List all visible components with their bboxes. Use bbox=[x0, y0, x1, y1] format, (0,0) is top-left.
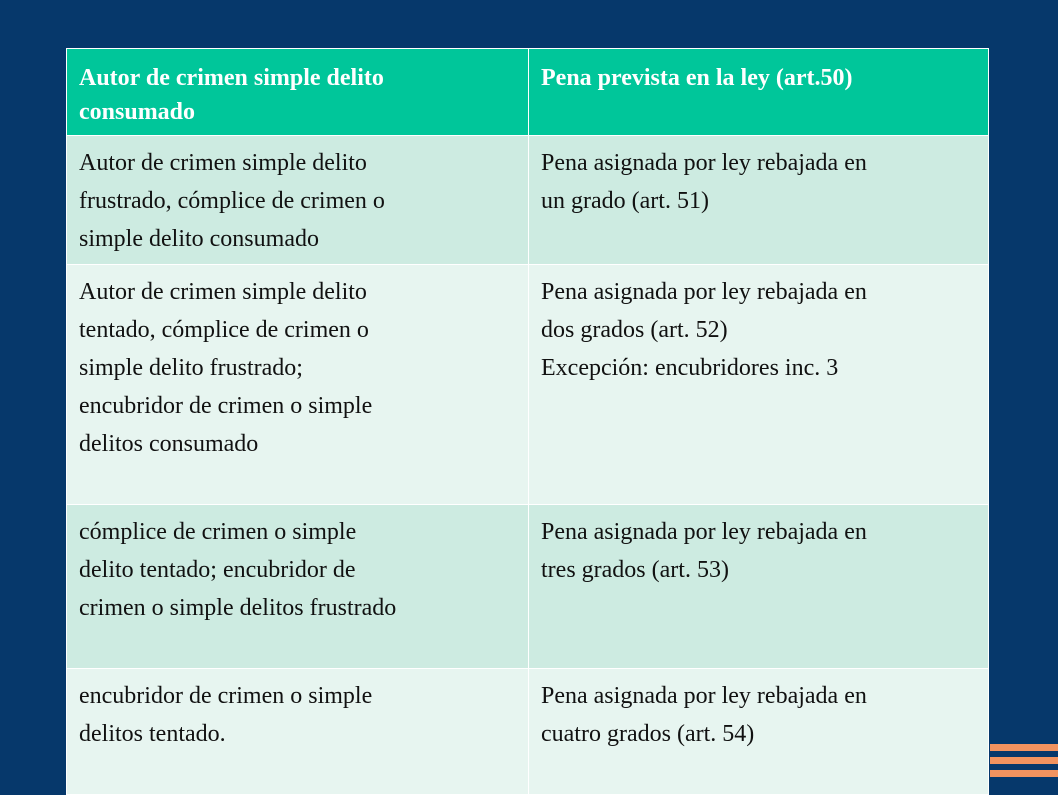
cell-text-line: Pena asignada por ley rebajada en bbox=[541, 519, 867, 545]
cell-text-line: Autor de crimen simple delito bbox=[79, 279, 367, 305]
table-cell-author bbox=[67, 669, 529, 795]
decorative-stripe bbox=[990, 757, 1058, 764]
cell-text-line: crimen o simple delitos frustrado bbox=[79, 595, 397, 621]
table-row bbox=[67, 669, 989, 795]
cell-text-line: simple delito consumado bbox=[79, 226, 319, 252]
cell-text-line: un grado (art. 51) bbox=[541, 188, 709, 214]
cell-text-line: cuatro grados (art. 54) bbox=[541, 721, 755, 747]
table-cell-penalty bbox=[529, 136, 989, 265]
table-cell-author bbox=[67, 136, 529, 265]
table-cell-author bbox=[67, 265, 529, 505]
cell-text-line: tentado, cómplice de crimen o bbox=[79, 317, 369, 343]
header-cell-penalty bbox=[529, 49, 989, 136]
cell-text-line: Autor de crimen simple delito bbox=[79, 150, 367, 176]
cell-text-line: encubridor de crimen o simple bbox=[79, 393, 373, 419]
table-cell-penalty bbox=[529, 669, 989, 795]
cell-text-line: encubridor de crimen o simple bbox=[79, 683, 373, 709]
cell-text-line: Pena asignada por ley rebajada en bbox=[541, 279, 867, 305]
cell-text-line: consumado bbox=[79, 99, 196, 125]
cell-text-line: Pena asignada por ley rebajada en bbox=[541, 150, 867, 176]
cell-text-line: Autor de crimen simple delito bbox=[79, 65, 384, 91]
table-cell-author bbox=[67, 505, 529, 669]
cell-text-line: Excepción: encubridores inc. 3 bbox=[541, 355, 839, 381]
cell-text-line: delitos tentado. bbox=[79, 721, 226, 747]
decorative-stripe bbox=[990, 770, 1058, 777]
cell-text-line: dos grados (art. 52) bbox=[541, 317, 728, 343]
table-row bbox=[67, 136, 989, 265]
table-cell-penalty bbox=[529, 505, 989, 669]
cell-text-line: cómplice de crimen o simple bbox=[79, 519, 357, 545]
table-cell-penalty bbox=[529, 265, 989, 505]
cell-text-line: Pena prevista en la ley (art.50) bbox=[541, 65, 853, 91]
cell-text-line: delitos consumado bbox=[79, 431, 259, 457]
table-header-row bbox=[67, 49, 989, 136]
cell-text-line: delito tentado; encubridor de bbox=[79, 557, 356, 583]
decorative-stripe bbox=[990, 744, 1058, 751]
header-cell-author bbox=[67, 49, 529, 136]
cell-text-line: Pena asignada por ley rebajada en bbox=[541, 683, 867, 709]
cell-text-line: frustrado, cómplice de crimen o bbox=[79, 188, 385, 214]
table-row bbox=[67, 265, 989, 505]
table-row bbox=[67, 505, 989, 669]
cell-text-line: simple delito frustrado; bbox=[79, 355, 303, 381]
cell-text-line: tres grados (art. 53) bbox=[541, 557, 729, 583]
penalty-table bbox=[66, 48, 989, 795]
